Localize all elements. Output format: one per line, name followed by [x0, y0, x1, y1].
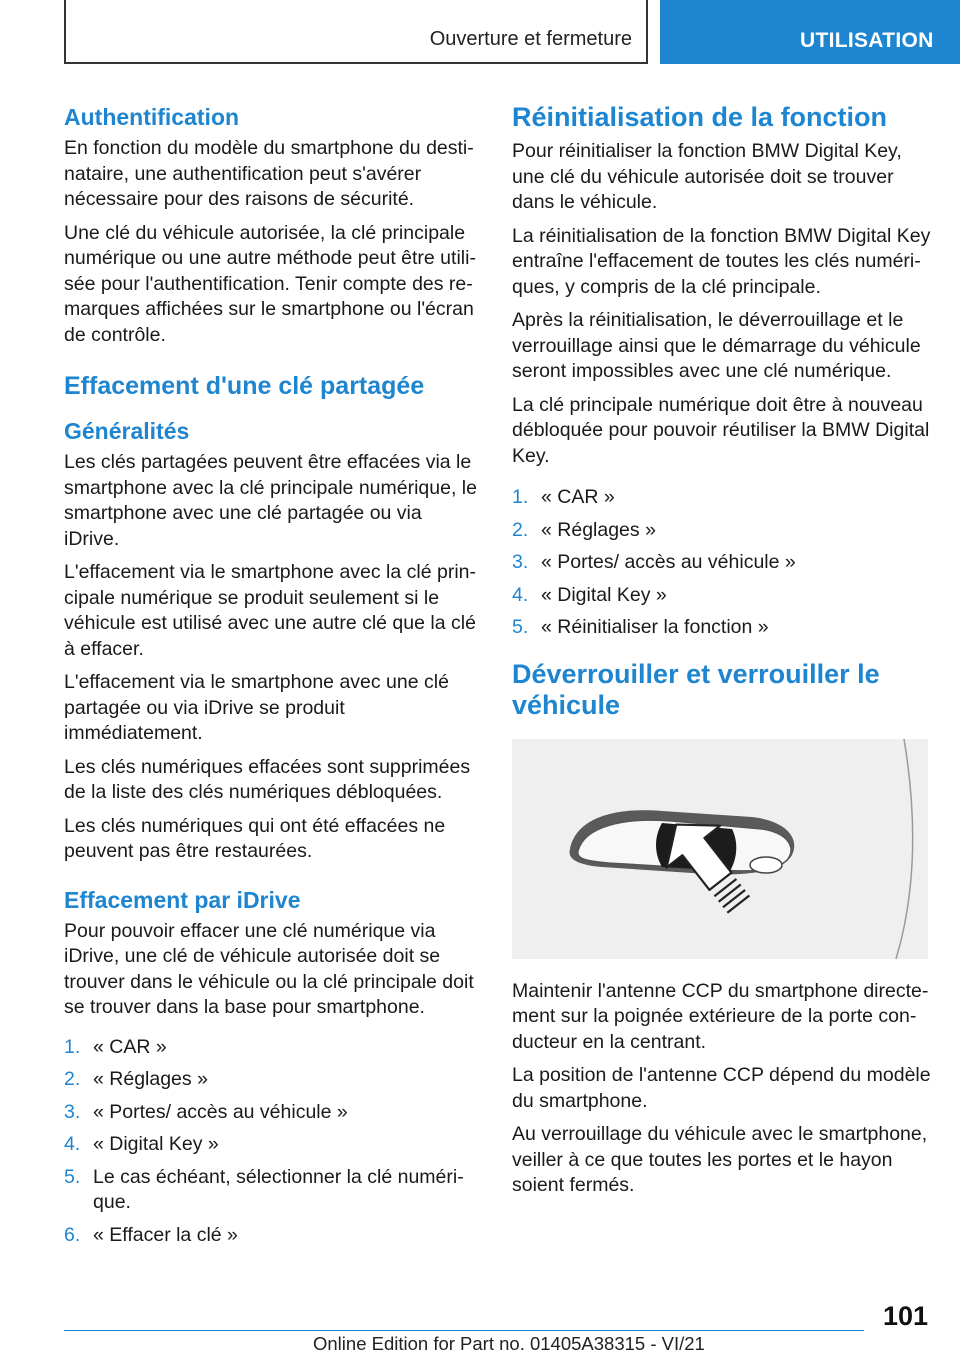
- paragraph: Pour pouvoir effacer une clé numérique via iDrive, une clé de véhicule autorisée doit se trouver dans le véhicule ou la clé principale doit se trouver dans la base pour smartphone.: [64, 919, 474, 1018]
- paragraph: Les clés numériques effacées sont supprimées de la liste des clés numériques débloquées.: [64, 755, 471, 803]
- paragraph: L'effacement via le smartphone avec la clé principale numérique se produit seulement si le véhicule est utilisé avec une autre clé que la clé à effacer.: [64, 561, 477, 660]
- door-handle-illustration: [512, 739, 928, 959]
- list-item: [512, 485, 932, 511]
- paragraph: Pour réinitialiser la fonction BMW Digital Key, une clé du véhicule autorisée doit se trouver dans le véhicule.: [512, 140, 902, 213]
- door-handle-drawing: [512, 739, 928, 959]
- steps-list-reinit: [512, 485, 932, 641]
- heading-generalites: Généralités: [64, 418, 190, 444]
- heading-deverrouiller: Déverrouiller et verrouiller le véhicule: [512, 658, 880, 720]
- step-text: « Réinitialiser la fonction »: [541, 616, 769, 638]
- paragraph: La position de l'antenne CCP dépend du modèle du smartphone.: [512, 1064, 931, 1112]
- header-section-box: [64, 0, 648, 64]
- header-chapter-tab: [660, 0, 960, 64]
- list-item: [512, 550, 932, 576]
- left-column: [64, 102, 478, 1256]
- heading-reinitialisation: Réinitialisation de la fonction: [512, 102, 888, 132]
- step-number: 2.: [64, 1068, 81, 1090]
- list-item: [512, 583, 932, 609]
- paragraph: Une clé du véhicule autorisée, la clé principale numérique ou une autre méthode peut être utilisée pour l'authentification. Tenir compte des remarques affichées sur le smartphone ou l'écran de contrôle.: [64, 221, 476, 346]
- paragraph: Maintenir l'antenne CCP du smartphone directement sur la poignée extérieure de la porte conducteur en la centrant.: [512, 979, 929, 1053]
- paragraph: Au verrouillage du véhicule avec le smartphone, veiller à ce que toutes les portes et le hayon soient fermés.: [512, 1123, 928, 1196]
- step-text: « Digital Key »: [93, 1133, 219, 1155]
- paragraph: L'effacement via le smartphone avec une clé partagée ou via iDrive se produit immédiatement.: [64, 671, 449, 744]
- paragraph: La réinitialisation de la fonction BMW Digital Key entraîne l'effacement de toutes les clés numériques, y compris de la clé principale.: [512, 224, 931, 298]
- step-text: « Réglages »: [541, 518, 656, 541]
- footer-divider: [64, 1330, 864, 1331]
- step-text: « CAR »: [541, 486, 615, 508]
- paragraph: En fonction du modèle du smartphone du destinataire, une authentification peut s'avérer nécessaire pour des raisons de sécurité.: [64, 137, 474, 210]
- paragraph: Les clés partagées peuvent être effacées via le smartphone avec la clé principale numérique, le smartphone avec une clé partagée ou via iDrive.: [64, 451, 477, 550]
- paragraph: Les clés numériques qui ont été effacées ne peuvent pas être restaurées.: [64, 814, 446, 862]
- list-item: [64, 1165, 478, 1216]
- step-text: « CAR »: [93, 1035, 167, 1058]
- step-text: « Digital Key »: [541, 583, 667, 606]
- step-text: « Portes/ accès au véhicule »: [93, 1100, 348, 1123]
- list-item: [512, 615, 932, 641]
- heading-effacement: Effacement d'une clé partagée: [64, 372, 425, 400]
- page-number: 101: [882, 1301, 928, 1331]
- footer-edition: Online Edition for Part no. 01405A38315 - VI/21: [313, 1333, 705, 1354]
- step-number: 1.: [64, 1035, 81, 1058]
- step-number: 6.: [64, 1223, 81, 1246]
- step-number: 4.: [64, 1133, 81, 1155]
- list-item: [64, 1223, 478, 1249]
- list-item: [64, 1067, 478, 1093]
- list-item: [64, 1132, 478, 1158]
- heading-effacement-idrive: Effacement par iDrive: [64, 886, 301, 913]
- step-text: Le cas échéant, sélectionner la clé numérique.: [93, 1165, 464, 1213]
- list-item: [64, 1100, 478, 1126]
- header-section-title: Ouverture et fermeture: [429, 28, 632, 50]
- step-number: 4.: [512, 583, 529, 606]
- list-item: [64, 1035, 478, 1061]
- step-text: « Réglages »: [93, 1068, 208, 1090]
- list-item: [512, 518, 932, 544]
- step-number: 5.: [512, 616, 529, 638]
- heading-authentification: Authentification: [64, 104, 240, 130]
- paragraph: Après la réinitialisation, le déverrouillage et le verrouillage ainsi que le démarrage du véhicule seront impossibles avec une clé numérique.: [512, 309, 921, 382]
- step-number: 1.: [512, 486, 529, 508]
- steps-list-idrive: [64, 1035, 478, 1249]
- paragraph: La clé principale numérique doit être à nouveau débloquée pour pouvoir réutiliser la BMW Digital Key.: [512, 393, 930, 467]
- step-text: « Portes/ accès au véhicule »: [541, 551, 796, 573]
- right-column: [512, 102, 932, 1207]
- header-chapter-label: UTILISATION: [800, 29, 934, 52]
- step-number: 3.: [512, 551, 529, 573]
- step-number: 3.: [64, 1100, 81, 1123]
- step-number: 2.: [512, 518, 529, 541]
- step-text: « Effacer la clé »: [93, 1223, 238, 1246]
- step-number: 5.: [64, 1165, 81, 1188]
